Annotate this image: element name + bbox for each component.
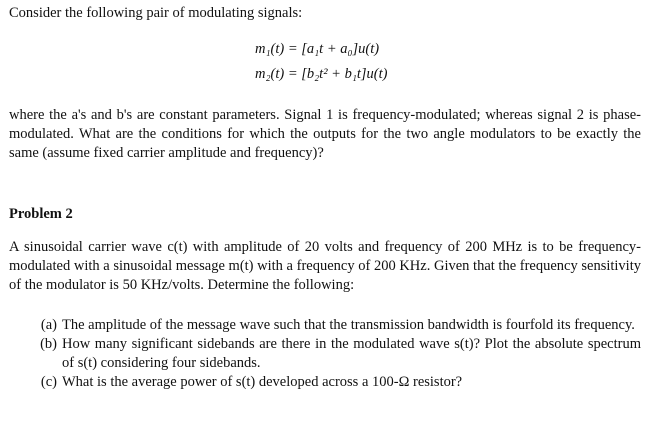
list-item <box>9 316 641 335</box>
equation-m1: m₁(t) = [a₁t + a₀]u(t) <box>255 41 380 57</box>
equation-m2: m₂(t) = [b₂t² + b₁t]u(t) <box>255 66 388 82</box>
problem2-paragraph: A sinusoidal carrier wave c(t) with amplitude of 20 volts and frequency of 200 MHz is to be frequency-modulated with a sinusoidal message m(t) with a frequency of 200 KHz. Given that the frequency sensitivity of the modulator is 50 KHz/volts. Determine the following: <box>9 239 641 293</box>
list-item <box>9 373 641 392</box>
problem1-paragraph: where the a's and b's are constant parameters. Signal 1 is frequency-modulated; whereas signal 2 is phase-modulated. What are the conditions for which the outputs for the two angle modulators to be exactly the same (assume fixed carrier amplitude and frequency)? <box>9 107 641 161</box>
item-label: (b) <box>40 336 57 352</box>
list-item <box>9 335 641 373</box>
question-list <box>9 316 641 392</box>
problem2-heading: Problem 2 <box>9 206 73 222</box>
intro-text: Consider the following pair of modulating signals: <box>9 5 303 21</box>
item-label: (a) <box>40 317 57 333</box>
item-text: What is the average power of s(t) developed across a 100-Ω resistor? <box>62 374 463 390</box>
item-text: How many significant sidebands are there in the modulated wave s(t)? Plot the absolute spectrum of s(t) considering four sidebands. <box>62 336 641 371</box>
item-label: (c) <box>40 374 57 390</box>
item-text: The amplitude of the message wave such that the transmission bandwidth is fourfold its frequency. <box>62 317 635 333</box>
